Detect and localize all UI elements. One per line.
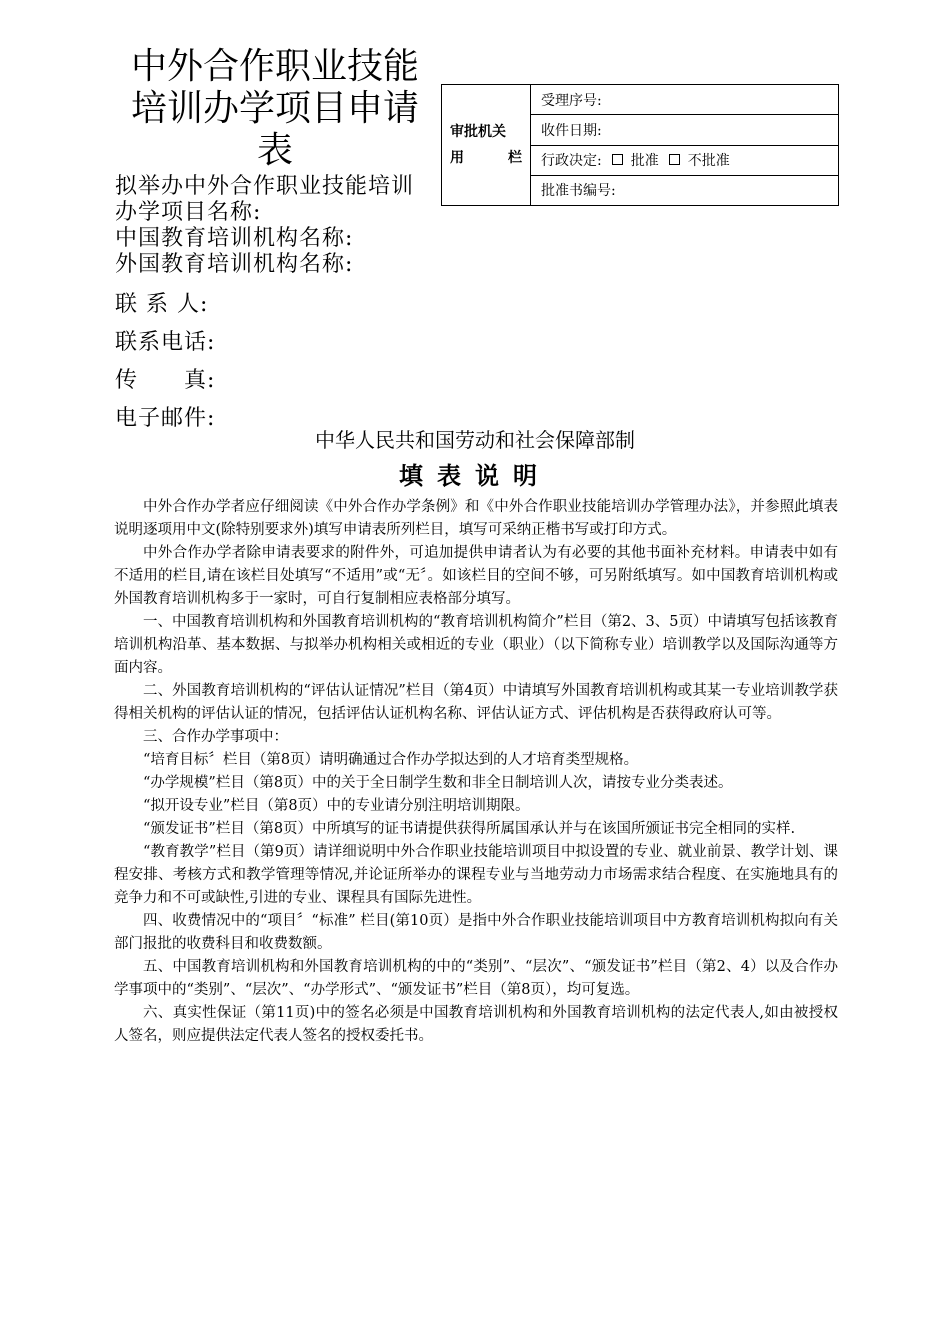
decision-label: 行政决定:: [541, 153, 602, 170]
approve-label: 批准: [630, 153, 659, 170]
instruction-paragraph: 中外合作办学者应仔细阅读《中外合作办学条例》和《中外合作职业技能培训办学管理办法》，并参照此填表说明逐项用中文(除特别要求外)填写申请表所列栏目，填写可采纳正楷书写或打印方式。: [114, 499, 838, 538]
applicant-fields: [115, 174, 435, 438]
foreign-institution-field[interactable]: 外国教育培训机构名称:: [115, 252, 354, 277]
instruction-paragraph: 六、真实性保证（第11页)中的签名必须是中国教育培训机构和外国教育培训机构的法定代表人,如由被授权人签名，则应提供法定代表人签名的授权委托书。: [114, 1005, 838, 1044]
approval-header: [442, 85, 531, 206]
instruction-paragraph: “拟开设专业”栏目（第8页）中的专业请分别注明培训期限。: [143, 798, 530, 814]
instruction-paragraph: 一、中国教育培训机构和外国教育培训机构的“教育培训机构简介”栏目（第2、3、5页）中请填写包括该教育培训机构沿革、基本数据、与拟举办机构相关或相近的专业（职业）（以下简称专业）培训教学以及国际沟通等方面内容。: [114, 614, 838, 676]
receipt-date-field[interactable]: 收件日期:: [531, 115, 839, 145]
administrative-decision-field: [531, 145, 839, 175]
instruction-paragraph: “办学规模”栏目（第8页）中的关于全日制学生数和非全日制培训人次，请按专业分类表述。: [143, 775, 733, 791]
fax-field[interactable]: 传 真:: [115, 368, 216, 393]
instruction-paragraph: 四、收费情况中的“项目〞“标准” 栏目(第10页）是指中外合作职业技能培训项目中方教育培训机构拟向有关部门报批的收费科目和收费数额。: [114, 913, 838, 952]
receipt-number-field[interactable]: 受理序号:: [531, 85, 839, 115]
project-name-field[interactable]: 拟举办中外合作职业技能培训办学项目名称:: [115, 174, 415, 225]
form-title: 中外合作职业技能培训办学项目申请表: [130, 46, 419, 171]
contact-person-field[interactable]: 联 系 人:: [115, 292, 209, 317]
instruction-paragraph: 二、外国教育培训机构的“评估认证情况”栏目（第4页）中请填写外国教育培训机构或其某一专业培训教学获得相关机构的评估认证的情况，包括评估认证机构名称、评估认证方式、评估机构是否获得政府认可等。: [114, 683, 838, 722]
approval-box: [441, 84, 839, 206]
approval-header-use: 用: [450, 150, 464, 166]
ministry-line: 中华人民共和国劳动和社会保障部制: [315, 428, 635, 452]
approval-header-line1: 审批机关: [450, 124, 506, 140]
approve-checkbox[interactable]: [612, 154, 623, 165]
instructions-body: [114, 496, 838, 1048]
instruction-paragraph: 五、中国教育培训机构和外国教育培训机构的中的“类别”、“层次”、“颁发证书”栏目（第2、4）以及合作办学事项中的“类别”、“层次”、“办学形式”、“颁发证书”栏目（第8页），均可复选。: [114, 959, 838, 998]
instruction-paragraph: “教育教学”栏目（第9页）请详细说明中外合作职业技能培训项目中拟设置的专业、就业前景、教学计划、课程安排、考核方式和教学管理等情况,并论证所举办的课程专业与当地劳动力市场需求结合程度、在实施地具有的竞争力和不可或缺性,引进的专业、课程具有国际先进性。: [114, 844, 838, 906]
approval-header-column: 栏: [508, 150, 522, 166]
instruction-paragraph: 三、合作办学事项中：: [143, 729, 288, 745]
instructions-heading: 填表说明: [399, 461, 551, 490]
reject-label: 不批准: [687, 153, 730, 170]
instruction-paragraph: “培育目标〞栏目（第8页）请明确通过合作办学拟达到的人才培育类型规格。: [143, 752, 639, 768]
approval-certificate-number-field[interactable]: 批准书编号:: [531, 175, 839, 205]
instruction-paragraph: “颁发证书”栏目（第8页）中所填写的证书请提供获得所属国承认并与在该国所颁证书完全相同的实样.: [143, 821, 796, 837]
cn-institution-field[interactable]: 中国教育培训机构名称:: [115, 226, 354, 251]
reject-checkbox[interactable]: [669, 154, 680, 165]
phone-field[interactable]: 联系电话:: [115, 330, 216, 355]
instruction-paragraph: 中外合作办学者除申请表要求的附件外，可追加提供申请者认为有必要的其他书面补充材料。申请表中如有不适用的栏目,请在该栏目处填写“不适用”或“无〞。如该栏目的空间不够，可另附纸填写。如中国教育培训机构或外国教育培训机构多于一家时，可自行复制相应表格部分填写。: [114, 545, 838, 607]
email-field[interactable]: 电子邮件:: [115, 406, 216, 431]
